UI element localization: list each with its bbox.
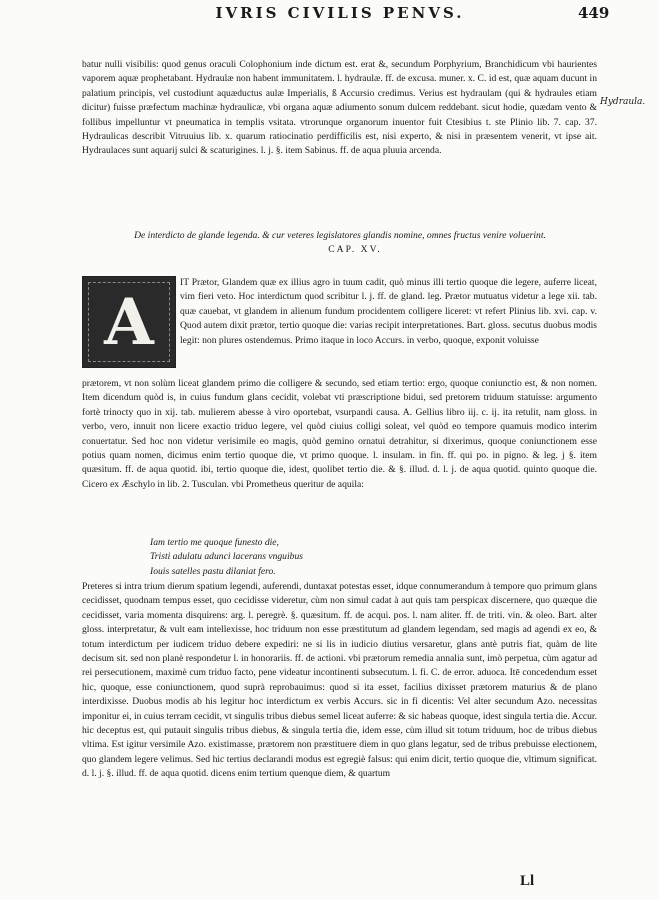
chapter-heading xyxy=(115,229,565,257)
page-number: 449 xyxy=(578,4,610,22)
verse-line: Tristi adulatu adunci lacerans vnguibus xyxy=(150,551,303,563)
initial-letter: A xyxy=(104,284,154,360)
chapter-number: CAP. XV. xyxy=(328,244,382,255)
paragraph-2-intro xyxy=(180,276,597,348)
paragraph-2-intro-text: IT Prætor, Glandem quæ ex illius agro in tuum cadit, quò minus illi tertio quoque die legere, auferre liceat, vim fieri veto. Hoc interdictum quod scribitur l. j. ff. de gland. leg. Prætor mutuatus videtur a lege xii. tab. quæ cauebat, vt glandem in alienum fundum procidentem colligere liceret: vt refert Plinius lib. xvi. cap. v. Quod autem dixit prætor, tertio quoque die: varias recipit interpretationes. Bart. gloss. secutus duobus modis legit: non plures ostendemus. Primo itaque in loco Accurs. in verbo, quoque, exponit voluisse xyxy=(180,277,597,346)
paragraph-1 xyxy=(82,58,597,159)
verse-line: Iouis satelles pastu dilaniat fero. xyxy=(150,565,276,577)
chapter-title: De interdicto de glande legenda. & cur veteres legislatores glandis nomine, omnes fructus venire voluerint. xyxy=(134,230,546,241)
running-title: IVRIS CIVILIS PENVS. xyxy=(215,4,465,22)
verse-line: Iam tertio me quoque funesto die, xyxy=(150,537,279,548)
paragraph-2-body xyxy=(82,377,597,492)
signature-mark: Ll xyxy=(520,873,535,889)
decorated-initial-letter xyxy=(82,276,176,368)
paragraph-1-text: batur nulli visibilis: quod genus oraculi Colophonium inde dictum est. erat &, secundum Porphyrium, Branchidicum vbi haurientes vaporem aquæ prophetabant. Hydraulæ non habent immunitatem. l. hydraulæ. ff. de excusa. muner. x. C. id est, quæ aquam ducunt in palatium principis, vel custodiunt aquæductus aulæ Imperialis, ß Accursio credimus. Verius est hydraulam (qui & hydraules etiam dicitur) fuisse præfectum machinæ hydraulicæ, vbi organa aquæ adiumento sonum dulcem reddebant. sicut hodie, quædam vento & follibus impelluntur vt pneumatica in templis vsitata. vtrorunque organorum inuentor fuit Ctesibius t. ste Plinio lib. 7. cap. 37. Hydraulicas describit Vitruuius lib. x. quarum ratiocinatio perdifficilis est, nisi experto, & nisi in præsentem venerit, vt ipse ait. Hydraulaces sunt aquarij sulci & scaturigines. l. j. §. item Sabinus. ff. de aqua pluuia arcenda. xyxy=(82,59,597,157)
margin-note: Hydraula. xyxy=(600,97,646,107)
verse-quotation xyxy=(150,536,303,579)
paragraph-3-text: Preteres si intra trium dierum spatium legendi, auferendi, duntaxat potestas esset, idque connumerandum à tempore quo primum glans cecidisset, quodnam tempus esset, quo cecidisse videretur, cùm non simul cadat à aut quis tam perspicax discernere, quo quæque die cecidisset, varia momenta disquirens: arg. l. peregrè. §. quæsitum. ff. de acqui. pos. l. nam aliter. ff. de triti. vin. & oleo. Bart. alter gloss. interpretatur, & vult eam intellexisse, hoc triduum non esse præstitutum ad glandem legendam, sed magis ad agendi ex eo, & totum interdictum per iudicem triduo debere expediri: ne si lis in iudicio diutius versaretur, glans antè putris fiat, quàm de lite decisum sit. sed non planè respondetur l. in honorariis. ff. de actioni. vbi prætorum remedia annalia sunt, imò perpetua, cùm agatur ad rei persecutionem, maximè cum triduo facto, pene videatur incontinenti subsecutum. l. fi. C. de error. aduoca. Itē concedendum esset hic, quoque, esse coniunctionem, quod suprà reprobauimus: quod si ita esset, facilius dixisset prætorem maturius & de plano interdixisse. Duobus modis ab his legitur hoc interdictum ex verbis Accurs. sic in fi dicentis: Vel alter secundum Azo. necessitas imponitur ei, in cuius terram cecidit, vt singulis tribus diebus semel liceat auferre: & sic habeas quoque, idest singula tertia die. Accur. hic deceptus est, qui putauit singulis tribus diebus, & singula tertia die, idem esse, cùm illud sit totum triduum, hoc de tribus diebus vltima. Est igitur versimile Azo. existimasse, prætorem non præstituere diem in quo glans legatur, sed de tribus prebuisse electionem, quo glandem legere velimus. Sed hic tertius declarandi modus est egregiè falsus: qui enim dicit, tertio quoque die, vltimum significat. d. l. j. §. illud. ff. de aqua quotid. dicens enim tertium quenque diem, & quartum xyxy=(82,581,597,780)
paragraph-2-body-text: prætorem, vt non solùm liceat glandem primo die colligere & secundo, sed etiam tertio: ergo, quoque coniunctio est, & non nomen. Item dicendum quòd is, in cuius fundum glans cecidit, volebat vti præscriptione bidui, sed pretorem triduum statuisse: argumento fortè trinocty quo in xij. tab. mulierem abesse à viro oportebat, vsurpandi causa. A. Gellius libro iij. c. ij. ita retulit, nam gloss. in verbo, vero, innuit non licere exactio triduo legere, vel quòd ciuius colligi soleat, vel quòd eo tempore quamuis modico interim conuertatur. Sed hoc non videtur verisimile eo magis, quòd gemino ornatui detrahitur, si dixerimus, quoque coniunctionem esse potius quam nomen, dicimus enim tertio quoque die, vt primo quoque. l. insulam. in fin. ff. qui po. in pigno. & leg. j §. item quæsitum. ff. de aqua quotid. ibi, tertio quoque die, idest, quolibet tertio die. & §. illud. d. l. j. de aqua quotid. quinto quoque die. Cicero ex Æschylo in lib. 2. Tusculan. vbi Prometheus queritur de aquila: xyxy=(82,378,597,490)
paragraph-3 xyxy=(82,580,597,782)
